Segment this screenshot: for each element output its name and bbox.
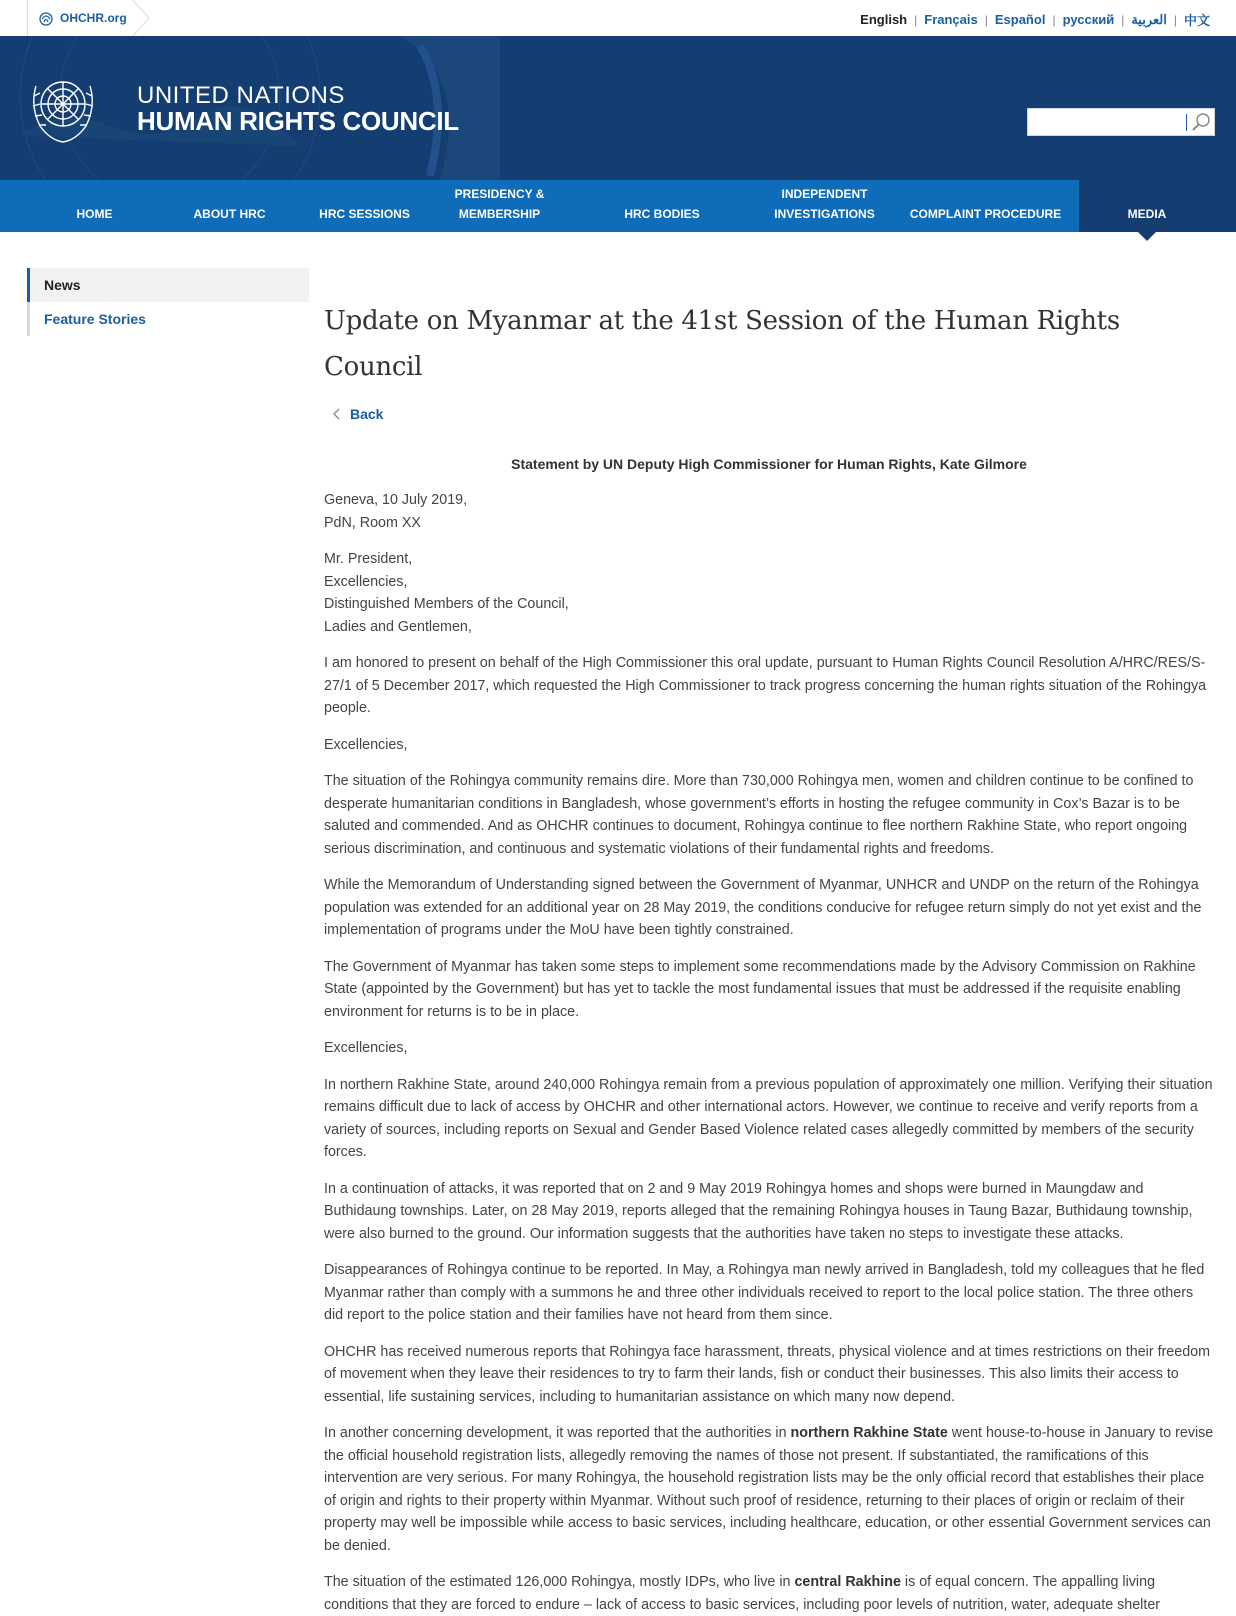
nav-item-home[interactable] — [27, 180, 162, 232]
language-separator: | — [1052, 12, 1056, 27]
nav-item-investigations-line2: INVESTIGATIONS — [774, 207, 875, 221]
nav-item-media[interactable] — [1079, 180, 1215, 232]
main-navigation — [0, 180, 1236, 232]
language-separator: | — [914, 12, 918, 27]
paragraph: OHCHR has received numerous reports that Rohingya face harassment, threats, physical violence and at times restrictions on their freedom of movement when they leave their residences to try to farm their lands, fish or conduct their businesses. This also limits their access to essential, life sustaining services, including to humanitarian assistance on which many now depend. — [324, 1343, 1211, 1405]
salutation-line: Ladies and Gentlemen, — [324, 618, 472, 635]
search-icon[interactable] — [1190, 111, 1212, 133]
main-content — [324, 298, 1214, 1616]
statement-heading: Statement by UN Deputy High Commissioner for Human Rights, Kate Gilmore — [511, 456, 1027, 472]
nav-item-hrc-bodies[interactable] — [567, 180, 757, 232]
nav-item-presidency-line1: PRESIDENCY & — [454, 187, 545, 201]
location-line: PdN, Room XX — [324, 514, 421, 531]
header-banner — [0, 36, 1236, 180]
language-separator: | — [1121, 12, 1125, 27]
nav-item-media-label: MEDIA — [1127, 207, 1167, 221]
search-box — [1027, 108, 1215, 136]
language-spanish[interactable]: Español — [994, 12, 1046, 27]
paragraph-bold-text: northern Rakhine State — [790, 1425, 948, 1441]
page-title: Update on Myanmar at the 41st Session of the Human Rights Council — [324, 306, 1120, 382]
ohchr-logo-icon — [38, 10, 54, 26]
chevron-left-icon — [332, 408, 342, 420]
sidebar-item-label: Feature Stories — [44, 311, 146, 327]
paragraph-text: The situation of the estimated 126,000 Rohingya, mostly IDPs, who live in — [324, 1574, 795, 1590]
paragraph — [324, 1571, 1214, 1616]
paragraph-bold-text: central Rakhine — [794, 1574, 901, 1590]
nav-item-about-hrc[interactable] — [162, 180, 297, 232]
salutation-line: Mr. President, — [324, 551, 413, 567]
location-line: Geneva, 10 July 2019, — [324, 492, 468, 508]
nav-edge-decoration — [1215, 180, 1236, 232]
active-nav-caret-icon — [1138, 232, 1156, 241]
paragraph-text: is of equal concern. The appalling living conditions that they are forced to endure – lack of access to basic services, including poor levels of nutrition, water, adequate shelter — [324, 1574, 1161, 1613]
paragraph: While the Memorandum of Understanding signed between the Government of Myanmar, UNHCR and UNDP on the return of the Rohingya population was extended for an additional year on 28 May 2019, the conditions conducive for refugee return simply do not yet exist and the implementation of programs under the MoU have been tightly constrained. — [324, 877, 1202, 938]
nav-item-investigations-line1: INDEPENDENT — [781, 187, 868, 201]
ohchr-link[interactable] — [27, 0, 133, 36]
back-link[interactable] — [324, 406, 394, 422]
top-bar — [0, 0, 1236, 36]
paragraph: Excellencies, — [324, 736, 408, 753]
nav-item-home-label: HOME — [76, 207, 113, 221]
banner-title-human-rights-council: HUMAN RIGHTS COUNCIL — [137, 106, 459, 136]
search-input[interactable] — [1028, 109, 1184, 135]
nav-item-presidency-line2: MEMBERSHIP — [458, 207, 541, 221]
language-russian[interactable]: русский — [1062, 12, 1115, 27]
salutation-line: Distinguished Members of the Council, — [324, 596, 569, 612]
nav-item-hrc-sessions[interactable] — [297, 180, 432, 232]
paragraph: I am honored to present on behalf of the High Commissioner this oral update, pursuant to Human Rights Council Resolution A/HRC/RES/S-27/1 of 5 December 2017, which requested the High Commissioner to track progress concerning the human rights situation of the Rohingya people. — [324, 655, 1207, 716]
banner-title-united-nations: UNITED NATIONS — [137, 82, 345, 109]
language-separator: | — [984, 12, 988, 27]
language-chinese[interactable]: 中文 — [1183, 13, 1210, 28]
sidebar-item-news[interactable] — [27, 268, 309, 302]
language-arabic[interactable]: العربية — [1131, 11, 1167, 27]
location-block — [324, 489, 1214, 534]
sidebar-item-label: News — [44, 277, 81, 293]
paragraph — [324, 1422, 1214, 1557]
paragraph-text: went house-to-house in January to revise the official household registration lists, allegedly removing the names of those not present. If substantiated, the ramifications of this intervention are very serious. For many Rohingya, the household registration lists may be the only official record that establishes their place of origin and rights to their property within Myanmar. Without such proof of residence, returning to their places of origin or reclaim of their property may well be impossible while access to basic services, including healthcare, education, or other essential Government services can be denied. — [324, 1425, 1214, 1554]
breadcrumb-arrow-icon — [133, 0, 151, 36]
sidebar-item-feature-stories[interactable] — [27, 302, 309, 336]
sidebar — [27, 268, 309, 336]
ohchr-link-label[interactable]: OHCHR.org — [60, 11, 127, 25]
paragraph: The situation of the Rohingya community remains dire. More than 730,000 Rohingya men, women and children continue to be confined to desperate humanitarian conditions in Bangladesh, whose government’s efforts in hosting the refugee community in Cox’s Bazar is to be saluted and commended. And as OHCHR continues to document, Rohingya continue to flee northern Rakhine State, who report ongoing serious discrimination, and continuous and systematic violations of their fundamental rights and freedoms. — [324, 773, 1194, 857]
nav-item-complaint-label: COMPLAINT PROCEDURE — [909, 207, 1062, 221]
language-switcher — [860, 10, 1210, 29]
nav-item-hrc-bodies-label: HRC BODIES — [624, 207, 700, 221]
nav-item-presidency-membership[interactable] — [432, 180, 567, 232]
paragraph-text: In another concerning development, it was reported that the authorities in — [324, 1425, 791, 1441]
nav-item-complaint-procedure[interactable] — [892, 180, 1079, 232]
salutation-line: Excellencies, — [324, 573, 408, 590]
language-english[interactable]: English — [860, 12, 908, 27]
language-separator: | — [1173, 12, 1177, 27]
nav-item-about-hrc-label: ABOUT HRC — [193, 207, 266, 221]
back-link-label[interactable]: Back — [350, 406, 384, 422]
nav-item-independent-investigations[interactable] — [757, 180, 892, 232]
un-emblem-logo — [28, 66, 98, 148]
language-french[interactable]: Français — [924, 12, 978, 27]
paragraph: In a continuation of attacks, it was reported that on 2 and 9 May 2019 Rohingya homes and shops were burned in Maungdaw and Buthidaung townships. Later, on 28 May 2019, reports alleged that the remaining Rohingya houses in Taung Bazar, Buthidaung township, were also burned to the ground. Our information suggests that the authorities have taken no steps to investigate these attacks. — [324, 1180, 1193, 1242]
salutation-block — [324, 548, 1214, 638]
paragraph: The Government of Myanmar has taken some steps to implement some recommendations made by the Advisory Commission on Rakhine State (appointed by the Government) but has yet to tackle the most fundamental issues that must be addressed if the requisite enabling environment for returns is to be in place. — [324, 958, 1196, 1020]
search-divider — [1186, 114, 1187, 131]
paragraph: In northern Rakhine State, around 240,000 Rohingya remain from a previous population of approximately one million. Verifying their situation remains difficult due to lack of access by OHCHR and other international actors. However, we continue to receive and verify reports from a variety of sources, including reports on Sexual and Gender Based Violence related cases allegedly committed by members of the security forces. — [324, 1076, 1213, 1160]
nav-item-hrc-sessions-label: HRC SESSIONS — [319, 207, 410, 221]
paragraph: Excellencies, — [324, 1040, 408, 1056]
paragraph: Disappearances of Rohingya continue to be reported. In May, a Rohingya man newly arrived in Bangladesh, told my colleagues that he fled Myanmar rather than comply with a summons he and three other individuals received to report to the local police station. The three others did report to the police station and their families have not heard from them since. — [324, 1262, 1205, 1323]
